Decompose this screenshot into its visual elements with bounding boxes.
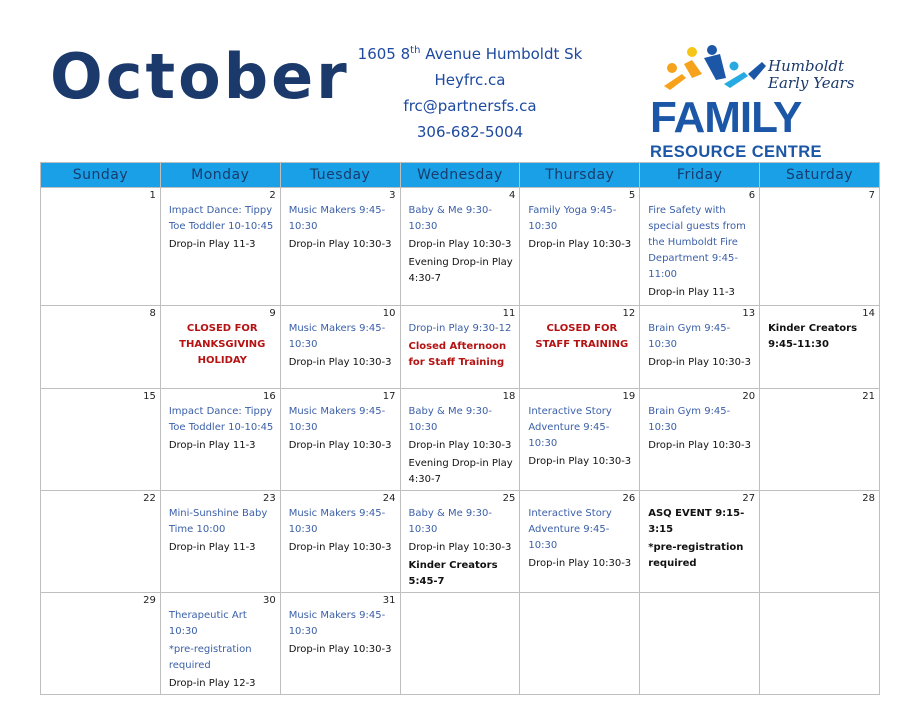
day-number: 4 <box>509 190 516 201</box>
phone-number: 306-682-5004 <box>416 123 524 141</box>
day-number: 7 <box>868 190 875 201</box>
calendar-body <box>41 188 880 695</box>
day-cell-4[interactable] <box>400 188 520 306</box>
event-item: Impact Dance: Tippy Toe Toddler 10-10:45 <box>168 406 274 433</box>
day-cell-2[interactable] <box>160 188 280 306</box>
day-number: 26 <box>622 493 636 504</box>
day-number: 21 <box>862 391 875 402</box>
day-cell-23[interactable] <box>160 491 280 593</box>
week-row <box>41 306 880 389</box>
day-number: 30 <box>262 595 276 606</box>
day-number: 9 <box>269 308 276 319</box>
logo-subtitle <box>768 58 854 92</box>
logo-family: FAMILY <box>650 93 802 142</box>
day-cell-6[interactable] <box>640 188 760 306</box>
weekday-sunday: Sunday <box>41 163 161 188</box>
event-item: Mini-Sunshine Baby Time 10:00 <box>168 508 268 535</box>
weekday-wednesday: Wednesday <box>400 163 520 188</box>
day-number: 14 <box>862 308 875 319</box>
day-cell-13[interactable] <box>640 306 760 389</box>
event-item: Drop-in Play 11-3 <box>168 440 256 451</box>
event-item: Interactive Story Adventure 9:45-10:30 <box>528 406 612 449</box>
event-item: Fire Safety with special guests from the Humboldt Fire Department 9:45-11:00 <box>648 205 746 280</box>
event-item: Drop-in Play 10:30-3 <box>408 440 512 451</box>
event-item: Drop-in Play 11-3 <box>168 542 256 553</box>
day-cell-21[interactable] <box>760 389 880 491</box>
day-number <box>646 593 755 594</box>
event-item: Drop-in Play 10:30-3 <box>648 440 752 451</box>
event-item: Kinder Creators 9:45-11:30 <box>768 323 858 350</box>
day-cell-12[interactable] <box>520 306 640 389</box>
day-cell-7[interactable] <box>760 188 880 306</box>
event-item: CLOSED FOR STAFF TRAINING <box>535 323 629 350</box>
day-number: 24 <box>382 493 396 504</box>
event-item: Interactive Story Adventure 9:45-10:30 <box>528 508 612 551</box>
day-number: 20 <box>742 391 756 402</box>
event-item: Drop-in Play 10:30-3 <box>288 542 392 553</box>
day-cell-22[interactable] <box>41 491 161 593</box>
address-street: Avenue Humboldt Sk <box>420 45 583 63</box>
event-item: Kinder Creators 5:45-7 <box>408 560 498 587</box>
day-number <box>526 593 635 594</box>
event-item: Baby & Me 9:30-10:30 <box>408 406 492 433</box>
email-link[interactable]: frc@partnersfs.ca <box>403 97 537 115</box>
event-item: Evening Drop-in Play 4:30-7 <box>408 458 513 485</box>
day-number: 29 <box>143 595 156 606</box>
event-item: Impact Dance: Tippy Toe Toddler 10-10:45 <box>168 205 274 232</box>
day-number: 8 <box>149 308 156 319</box>
address <box>320 38 620 67</box>
day-number: 22 <box>143 493 156 504</box>
day-cell-18[interactable] <box>400 389 520 491</box>
weekday-saturday: Saturday <box>760 163 880 188</box>
event-item: Music Makers 9:45-10:30 <box>288 406 386 433</box>
event-item: CLOSED FOR THANKSGIVING HOLIDAY <box>179 323 266 366</box>
event-item: *pre-registration required <box>648 542 744 569</box>
event-item: Music Makers 9:45-10:30 <box>288 323 386 350</box>
day-number: 16 <box>262 391 276 402</box>
event-item: Drop-in Play 11-3 <box>648 287 735 298</box>
event-item: Brain Gym 9:45-10:30 <box>648 323 731 350</box>
empty-day-cell[interactable] <box>760 593 880 695</box>
day-cell-8[interactable] <box>41 306 161 389</box>
contact-info <box>320 38 620 145</box>
day-number: 31 <box>382 595 396 606</box>
day-cell-3[interactable] <box>280 188 400 306</box>
day-number: 1 <box>149 190 156 201</box>
event-item: Closed Afternoon for Staff Training <box>408 341 507 368</box>
day-cell-26[interactable] <box>520 491 640 593</box>
event-item: Baby & Me 9:30-10:30 <box>408 205 492 232</box>
event-item: *pre-registration required <box>168 644 252 671</box>
people-figures-icon <box>662 44 772 92</box>
month-title: October <box>50 40 350 113</box>
event-item: Drop-in Play 10:30-3 <box>288 357 392 368</box>
event-item: Baby & Me 9:30-10:30 <box>408 508 492 535</box>
address-number: 1605 8 <box>357 45 411 63</box>
week-row <box>41 389 880 491</box>
day-number: 3 <box>389 190 396 201</box>
day-cell-5[interactable] <box>520 188 640 306</box>
logo-line-early-years: Early Years <box>768 74 855 92</box>
day-number: 19 <box>622 391 636 402</box>
day-number: 25 <box>502 493 516 504</box>
day-number: 6 <box>748 190 756 201</box>
event-item: Drop-in Play 10:30-3 <box>528 558 632 569</box>
day-number <box>766 593 875 594</box>
event-item: Music Makers 9:45-10:30 <box>288 610 386 637</box>
event-item: Drop-in Play 10:30-3 <box>288 239 392 250</box>
day-number: 13 <box>742 308 756 319</box>
weekday-header-row <box>41 163 880 188</box>
event-item: Drop-in Play 10:30-3 <box>648 357 752 368</box>
event-item: ASQ EVENT 9:15-3:15 <box>648 508 745 535</box>
day-cell-16[interactable] <box>160 389 280 491</box>
event-item: Evening Drop-in Play 4:30-7 <box>408 257 513 284</box>
empty-day-cell[interactable] <box>520 593 640 695</box>
weekday-tuesday: Tuesday <box>280 163 400 188</box>
day-cell-31[interactable] <box>280 593 400 695</box>
day-number: 17 <box>382 391 396 402</box>
day-number: 5 <box>628 190 636 201</box>
day-number <box>407 593 516 594</box>
event-item: Drop-in Play 10:30-3 <box>528 239 632 250</box>
day-number: 10 <box>382 308 396 319</box>
day-cell-27[interactable] <box>640 491 760 593</box>
day-cell-11[interactable] <box>400 306 520 389</box>
week-row <box>41 491 880 593</box>
address-suffix: th <box>410 45 421 56</box>
event-item: Drop-in Play 10:30-3 <box>288 440 392 451</box>
event-item: Brain Gym 9:45-10:30 <box>648 406 731 433</box>
empty-day-cell[interactable] <box>400 593 520 695</box>
day-cell-10[interactable] <box>280 306 400 389</box>
day-cell-1[interactable] <box>41 188 161 306</box>
day-cell-14[interactable] <box>760 306 880 389</box>
day-cell-28[interactable] <box>760 491 880 593</box>
weekday-monday: Monday <box>160 163 280 188</box>
day-cell-30[interactable] <box>160 593 280 695</box>
event-item: Drop-in Play 12-3 <box>168 678 256 689</box>
day-cell-25[interactable] <box>400 491 520 593</box>
day-cell-9[interactable] <box>160 306 280 389</box>
logo-resource-centre: RESOURCE CENTRE <box>650 143 822 161</box>
day-cell-24[interactable] <box>280 491 400 593</box>
event-item: Drop-in Play 10:30-3 <box>528 456 632 467</box>
weekday-friday: Friday <box>640 163 760 188</box>
website-link[interactable]: Heyfrc.ca <box>434 71 506 89</box>
day-number: 27 <box>742 493 756 504</box>
calendar-grid <box>40 162 880 695</box>
empty-day-cell[interactable] <box>640 593 760 695</box>
frc-logo <box>650 44 870 162</box>
event-item: Drop-in Play 11-3 <box>168 239 256 250</box>
event-item: Therapeutic Art 10:30 <box>168 610 247 637</box>
day-number: 2 <box>269 190 276 201</box>
day-number: 15 <box>143 391 156 402</box>
weekday-thursday: Thursday <box>520 163 640 188</box>
logo-line-humboldt: Humboldt <box>768 57 845 75</box>
event-item: Drop-in Play 10:30-3 <box>288 644 392 655</box>
event-item: Drop-in Play 9:30-12 <box>408 323 512 334</box>
day-number: 23 <box>262 493 276 504</box>
day-cell-29[interactable] <box>41 593 161 695</box>
event-item: Family Yoga 9:45-10:30 <box>528 205 617 232</box>
day-number: 11 <box>502 308 516 319</box>
day-cell-17[interactable] <box>280 389 400 491</box>
day-cell-15[interactable] <box>41 389 161 491</box>
day-number: 28 <box>862 493 875 504</box>
day-number: 12 <box>622 308 636 319</box>
event-item: Drop-in Play 10:30-3 <box>408 542 512 553</box>
day-cell-19[interactable] <box>520 389 640 491</box>
week-row <box>41 188 880 306</box>
event-item: Drop-in Play 10:30-3 <box>408 239 512 250</box>
day-number: 18 <box>502 391 516 402</box>
event-item: Music Makers 9:45-10:30 <box>288 205 386 232</box>
week-row <box>41 593 880 695</box>
event-item: Music Makers 9:45-10:30 <box>288 508 386 535</box>
day-cell-20[interactable] <box>640 389 760 491</box>
